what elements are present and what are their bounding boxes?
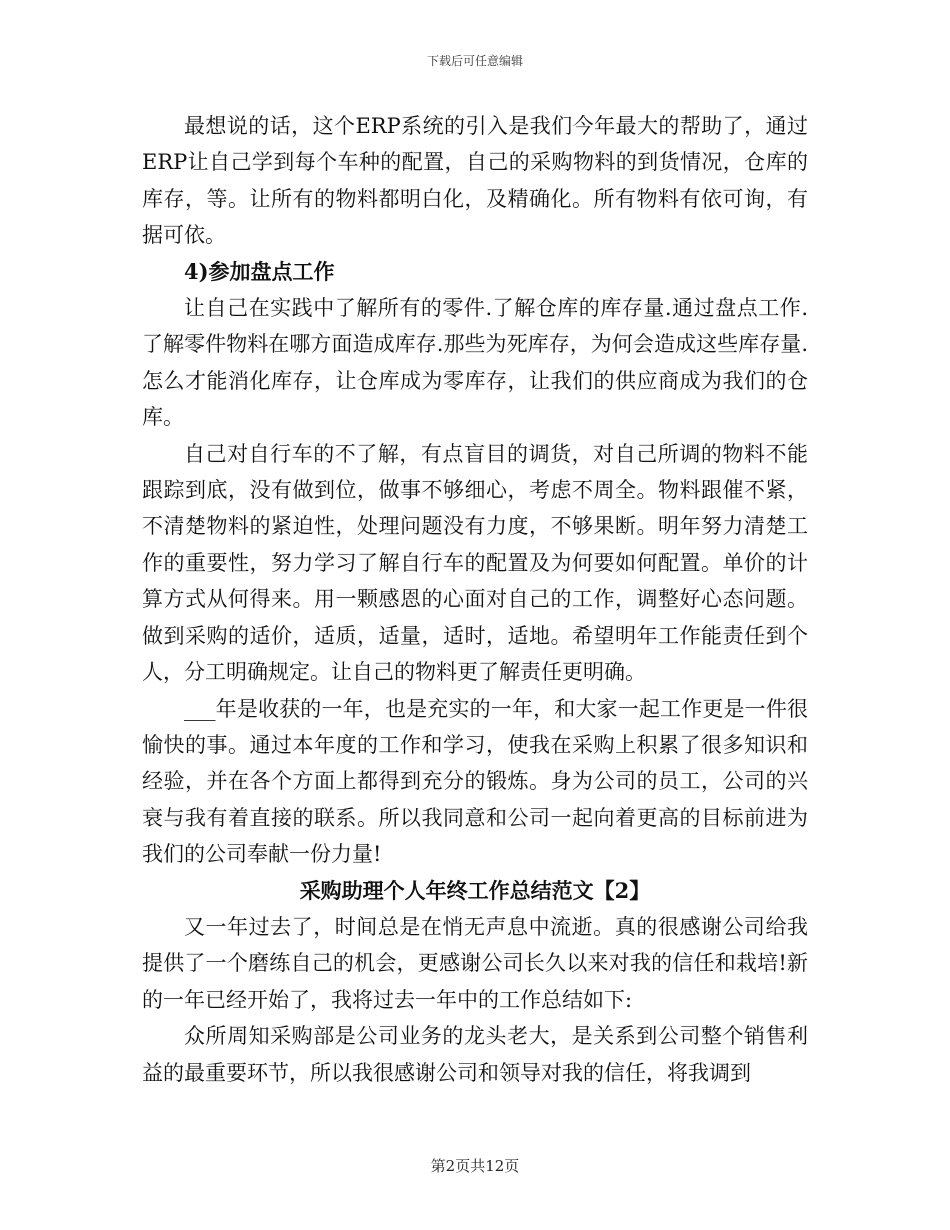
- document-body: [142, 108, 808, 1091]
- paragraph-year-summary: ___年是收获的一年，也是充实的一年，和大家一起工作更是一件很愉快的事。通过本年度的工作和学习，使我在采购上积累了很多知识和经验，并在各个方面上都得到充分的锻炼。身为公司的员工，公司的兴衰与我有着直接的联系。所以我同意和公司一起向着更高的目标前进为我们的公司奉献一份力量!: [142, 696, 808, 867]
- page-number: 第2页共12页: [430, 1157, 520, 1175]
- paragraph-erp: 最想说的话，这个ERP系统的引入是我们今年最大的帮助了，通过ERP让自己学到每个车种的配置，自己的采购物料的到货情况，仓库的库存，等。让所有的物料都明白化，及精确化。所有物料有依可询，有据可依。: [142, 114, 808, 248]
- page-header: 下载后可任意编辑: [426, 54, 523, 68]
- paragraph-inventory: 让自己在实践中了解所有的零件.了解仓库的库存量.通过盘点工作.了解零件物料在哪方面造成库存.那些为死库存，为何会造成这些库存量.怎么才能消化库存，让仓库成为零库存，让我们的供应商成为我们的仓库。: [142, 296, 808, 430]
- section-title: 采购助理个人年终工作总结范文【2】: [299, 877, 651, 903]
- subheading-inventory-count: 4)参加盘点工作: [184, 258, 335, 284]
- paragraph-purchasing-dept: 众所周知采购部是公司业务的龙头老大，是关系到公司整个销售利益的最重要环节，所以我很感谢公司和领导对我的信任，将我调到: [142, 1024, 808, 1085]
- paragraph-self-review: 自己对自行车的不了解，有点盲目的调货，对自己所调的物料不能跟踪到底，没有做到位，做事不够细心，考虑不周全。物料跟催不紧，不清楚物料的紧迫性，处理问题没有力度，不够果断。明年努力清楚工作的重要性，努力学习了解自行车的配置及为何要如何配置。单价的计算方式从何得来。用一颗感恩的心面对自己的工作，调整好心态问题。做到采购的适价，适质，适量，适时，适地。希望明年工作能责任到个人，分工明确规定。让自己的物料更了解责任更明确。: [142, 441, 808, 685]
- paragraph-intro: 又一年过去了，时间总是在悄无声息中流逝。真的很感谢公司给我提供了一个磨练自己的机会，更感谢公司长久以来对我的信任和栽培!新的一年已经开始了，我将过去一年中的工作总结如下:: [142, 914, 808, 1012]
